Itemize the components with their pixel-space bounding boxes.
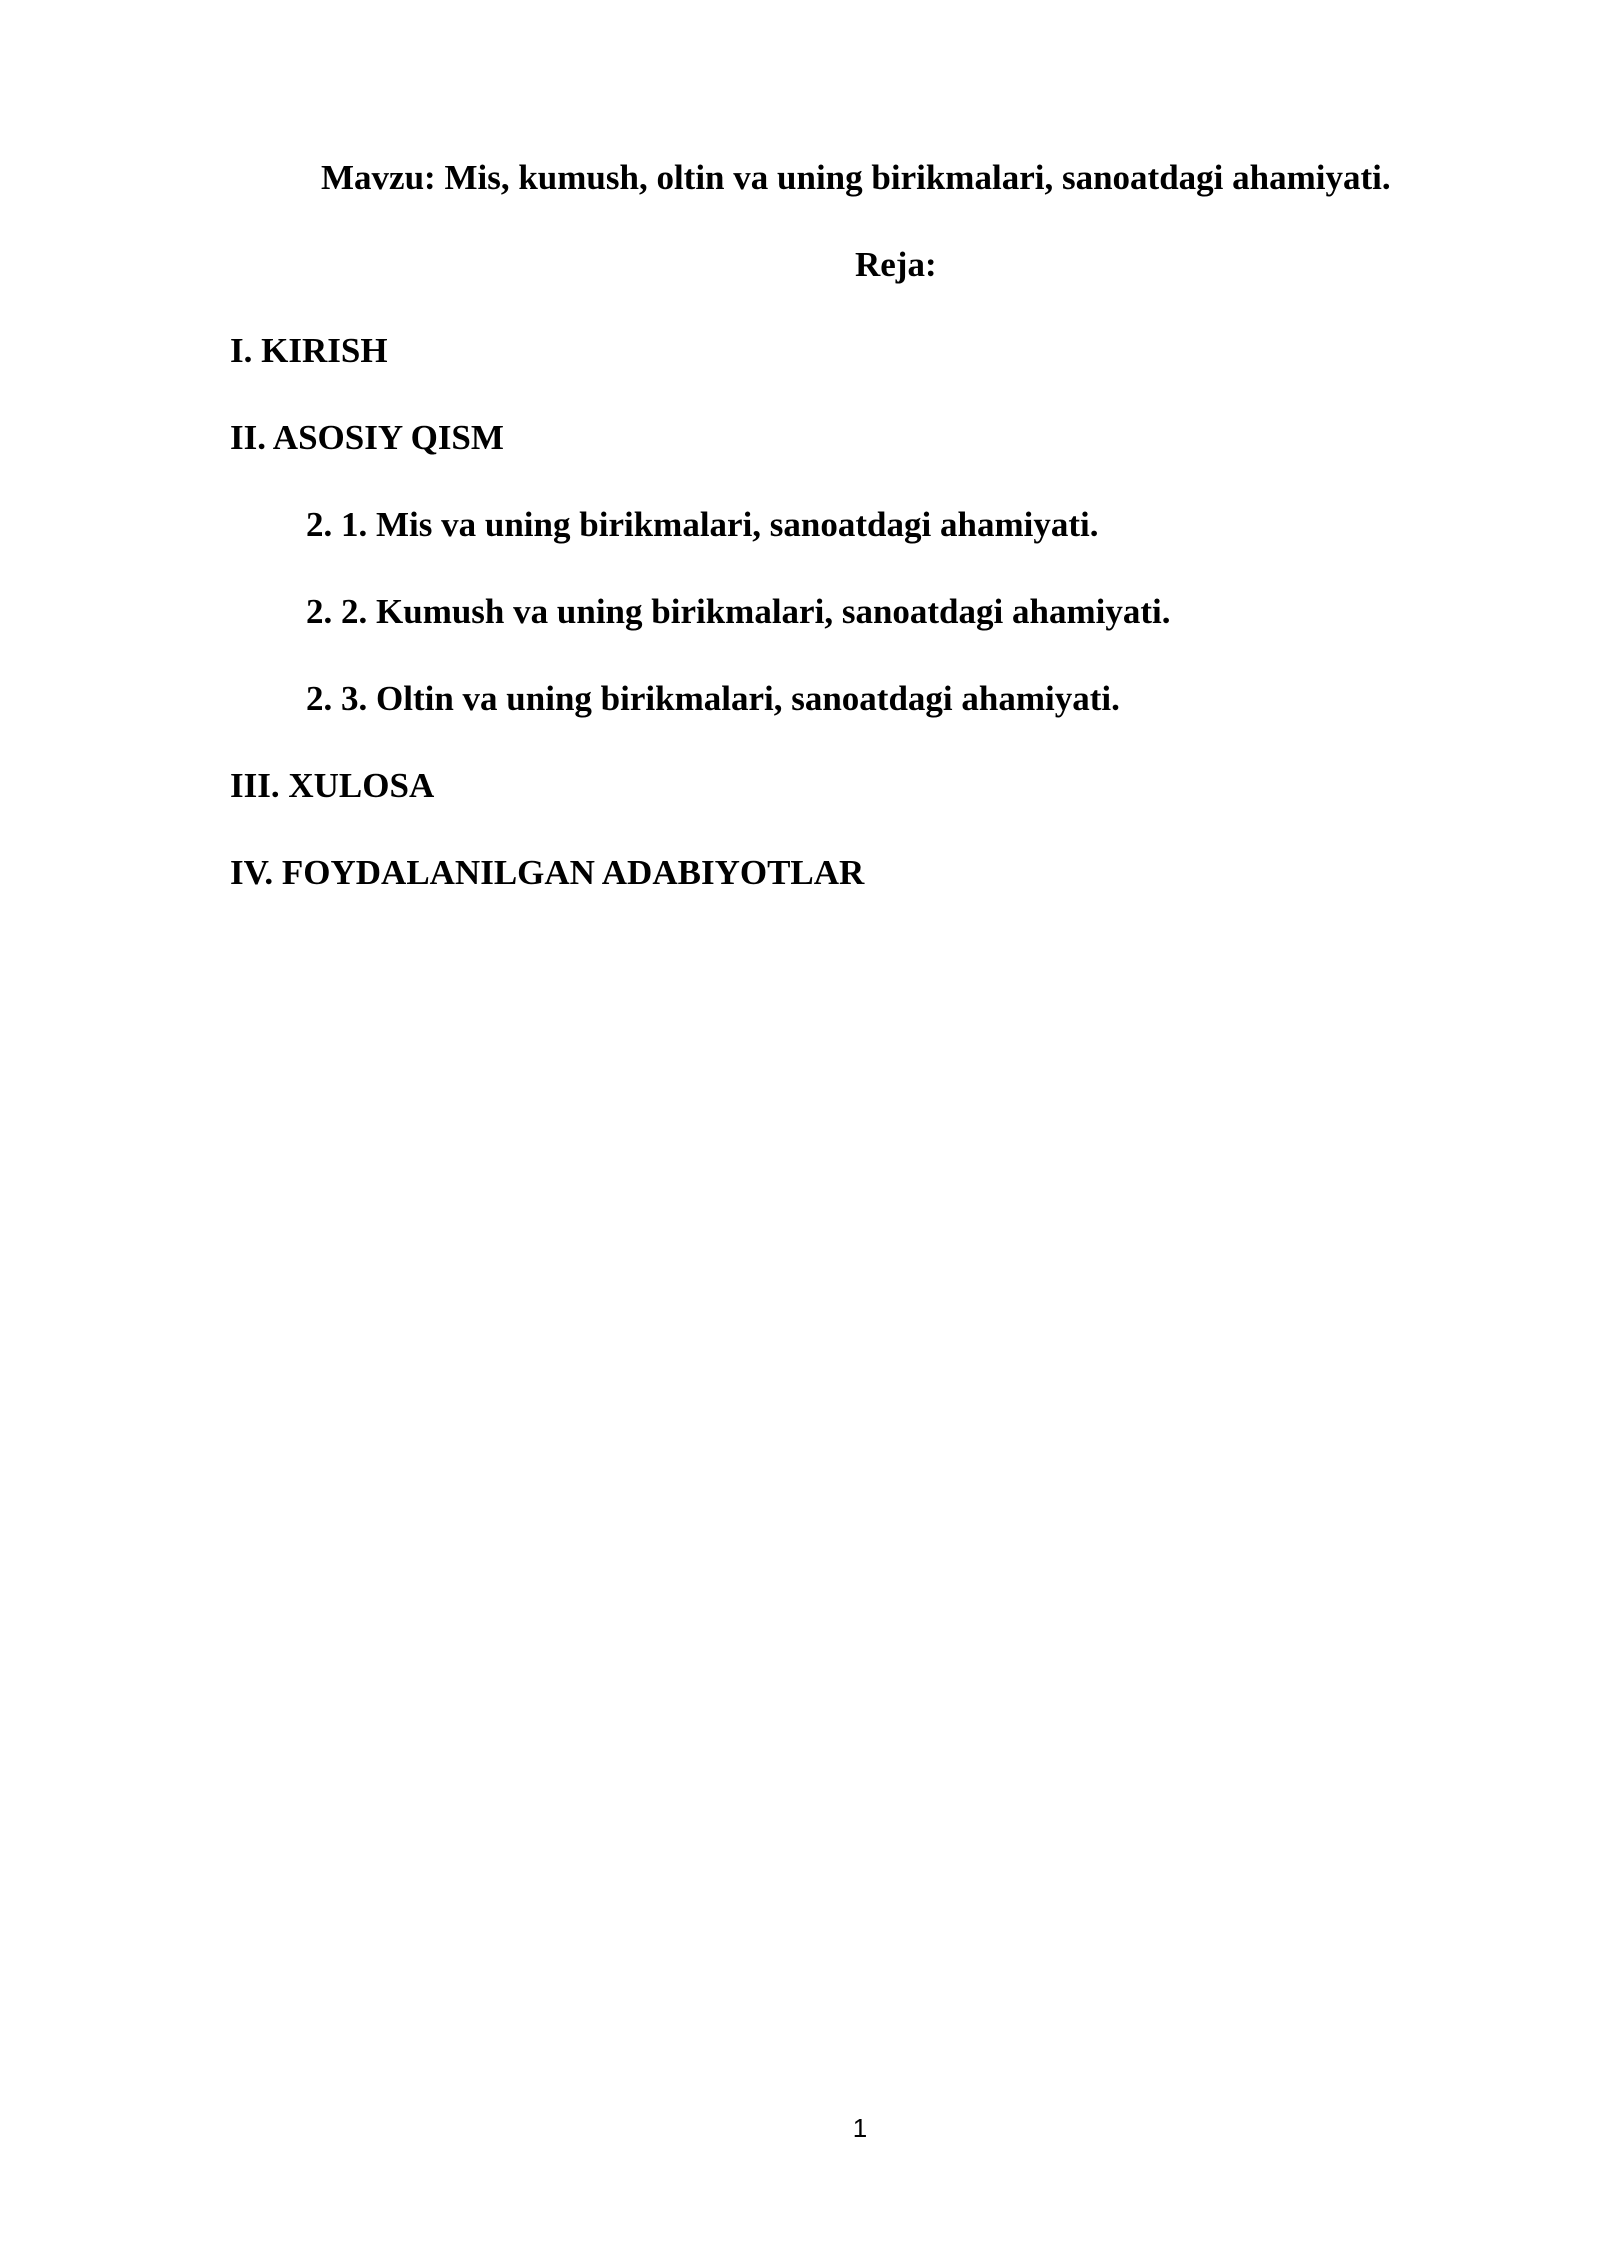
section-main: II. ASOSIY QISM bbox=[230, 418, 504, 457]
page-number: 1 bbox=[852, 2113, 868, 2143]
section-intro: I. KIRISH bbox=[230, 331, 388, 370]
section-references: IV. FOYDALANILGAN ADABIYOTLAR bbox=[230, 853, 865, 892]
document-title: Mavzu: Mis, kumush, oltin va uning birikmalari, sanoatdagi ahamiyati. bbox=[321, 158, 1391, 197]
subsection-silver: 2. 2. Kumush va uning birikmalari, sanoatdagi ahamiyati. bbox=[306, 592, 1171, 631]
subsection-gold: 2. 3. Oltin va uning birikmalari, sanoatdagi ahamiyati. bbox=[306, 679, 1120, 718]
subsection-copper: 2. 1. Mis va uning birikmalari, sanoatdagi ahamiyati. bbox=[306, 505, 1099, 544]
plan-heading: Reja: bbox=[855, 245, 937, 284]
section-conclusion: III. XULOSA bbox=[230, 766, 435, 805]
